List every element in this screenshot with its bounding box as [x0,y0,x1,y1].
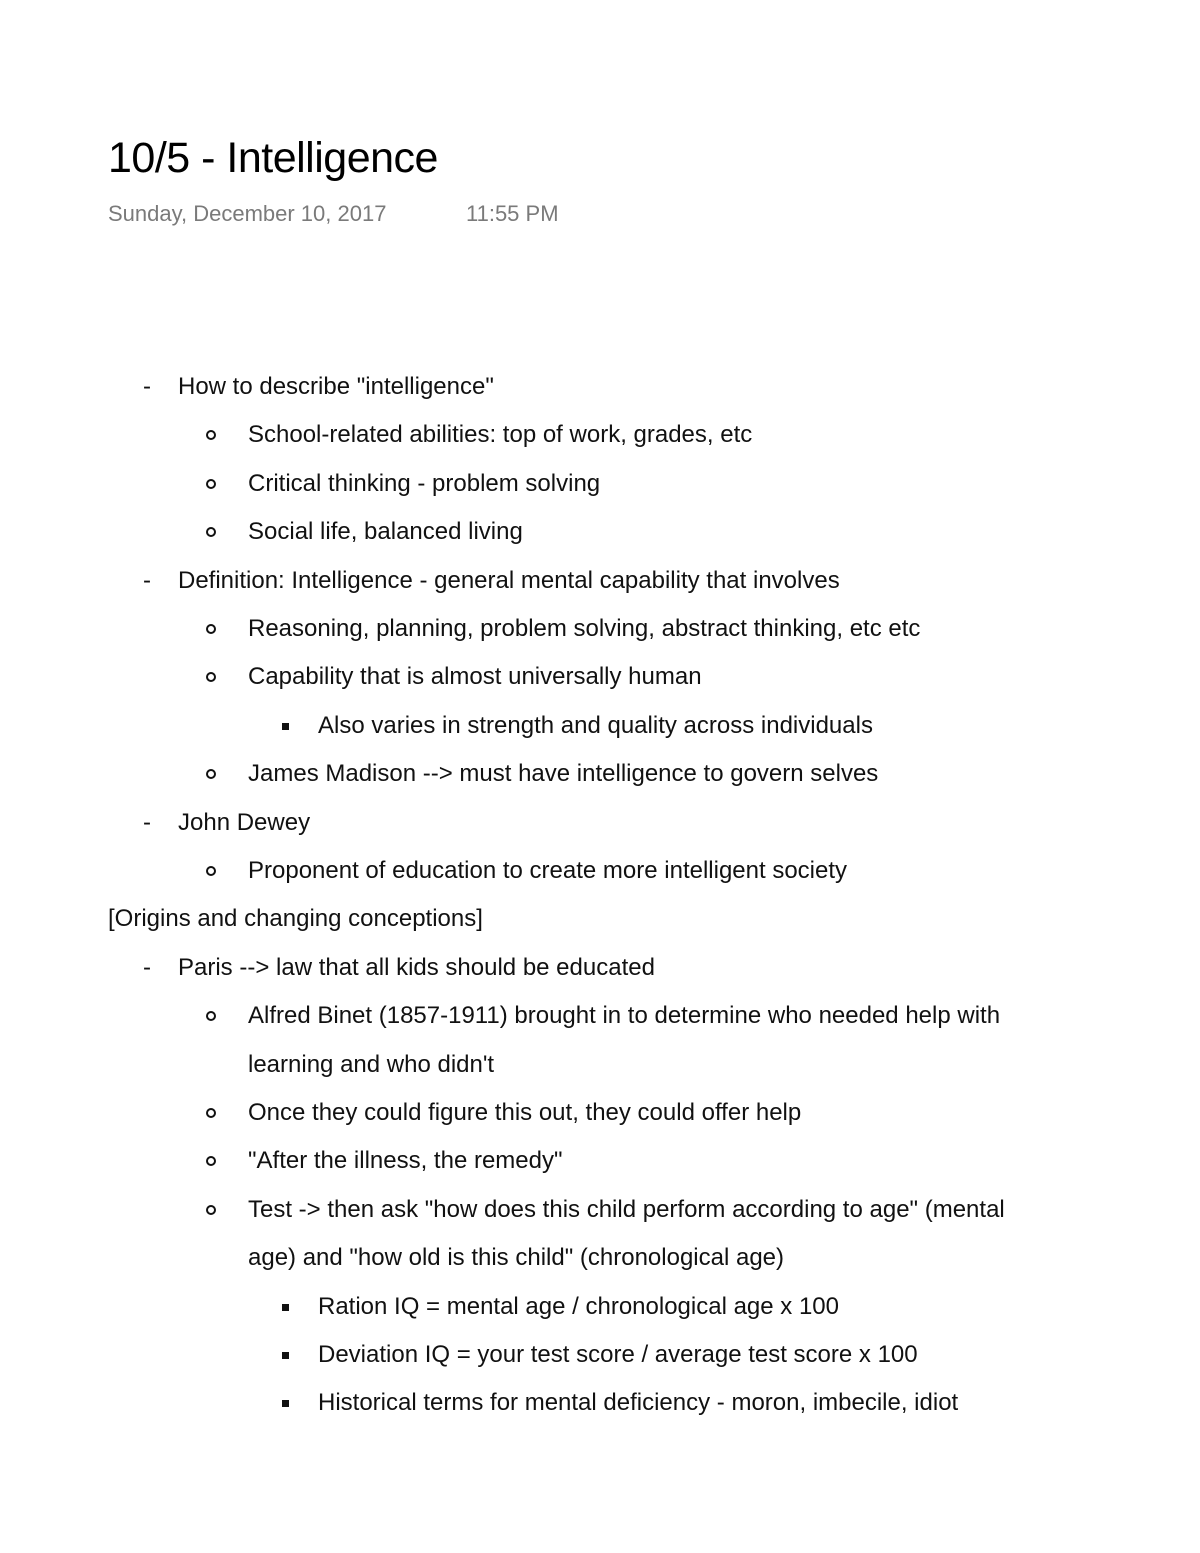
note-line: Definition: Intelligence - general mental capability that involves [178,567,840,594]
square-bullet-icon [282,1352,289,1359]
circle-bullet-icon [206,1108,216,1118]
dash-bullet-icon: - [143,809,151,836]
square-bullet-icon [282,1304,289,1311]
note-line: Historical terms for mental deficiency - moron, imbecile, idiot [318,1389,959,1416]
note-line: James Madison --> must have intelligence to govern selves [248,760,879,787]
note-line: Deviation IQ = your test score / average test score x 100 [318,1341,918,1368]
circle-bullet-icon [206,624,216,634]
dash-bullet-icon: - [143,954,151,981]
circle-bullet-icon [206,430,216,440]
dash-bullet-icon: - [143,567,151,594]
note-line: How to describe "intelligence" [178,373,494,400]
circle-bullet-icon [206,479,216,489]
note-date: Sunday, December 10, 2017 [108,201,387,226]
dash-bullet-icon: - [143,373,151,400]
circle-bullet-icon [206,527,216,537]
square-bullet-icon [282,1400,289,1407]
note-line: "After the illness, the remedy" [248,1147,563,1174]
note-line: learning and who didn't [248,1051,495,1078]
note-line: Also varies in strength and quality across individuals [318,712,873,739]
circle-bullet-icon [206,1205,216,1215]
note-line: Test -> then ask "how does this child perform according to age" (mental [248,1196,1005,1223]
page-title: 10/5 - Intelligence [108,134,438,182]
circle-bullet-icon [206,769,216,779]
note-line: age) and "how old is this child" (chronological age) [248,1244,785,1271]
note-line: Reasoning, planning, problem solving, abstract thinking, etc etc [248,615,921,642]
note-line: School-related abilities: top of work, grades, etc [248,421,753,448]
circle-bullet-icon [206,1156,216,1166]
square-bullet-icon [282,723,289,730]
note-line: Once they could figure this out, they could offer help [248,1099,802,1126]
note-line: [Origins and changing conceptions] [108,905,483,932]
note-line: Alfred Binet (1857-1911) brought in to determine who needed help with [248,1002,1001,1029]
note-line: Paris --> law that all kids should be educated [178,954,655,981]
note-line: Critical thinking - problem solving [248,470,601,497]
circle-bullet-icon [206,866,216,876]
note-line: John Dewey [178,809,311,836]
circle-bullet-icon [206,672,216,682]
note-line: Capability that is almost universally human [248,663,702,690]
circle-bullet-icon [206,1011,216,1021]
note-line: Social life, balanced living [248,518,523,545]
note-time: 11:55 PM [466,201,559,226]
note-line: Proponent of education to create more intelligent society [248,857,848,884]
note-line: Ration IQ = mental age / chronological age x 100 [318,1293,839,1320]
